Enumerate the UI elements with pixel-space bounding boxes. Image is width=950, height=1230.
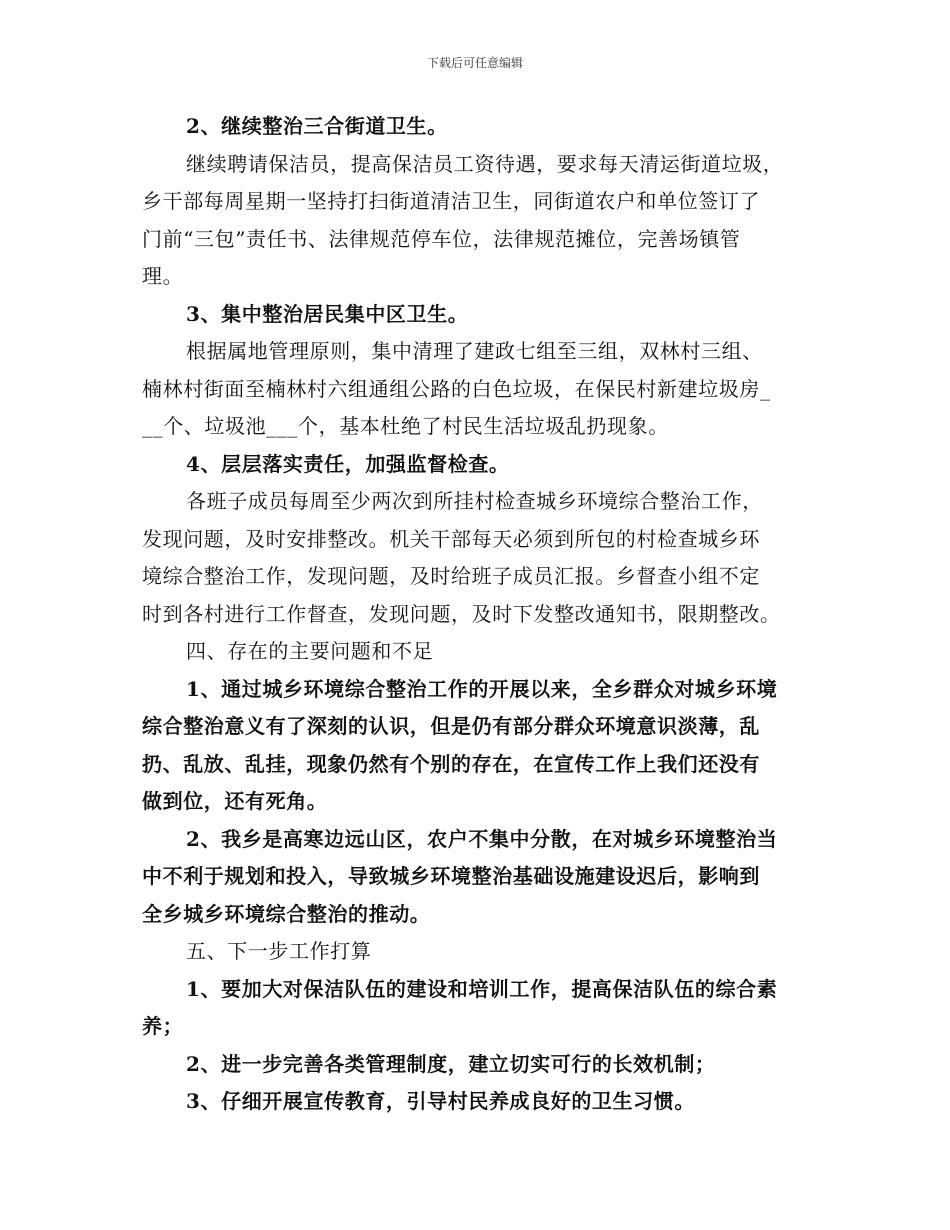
page-header-note: 下载后可任意编辑: [426, 56, 523, 70]
paragraph-line: 门前“三包”责任书、法律规范停车位，法律规范摊位，完善场镇管: [142, 226, 741, 251]
paragraph-line: 理。: [142, 264, 184, 288]
paragraph-line: 扔、乱放、乱挂，现象仍然有个别的存在，在宣传工作上我们还没有: [142, 751, 760, 776]
paragraph-line: 2、我乡是高寒边远山区，农户不集中分散，在对城乡环境整治当: [186, 826, 778, 851]
paragraph-line: 养；: [142, 1014, 184, 1038]
paragraph-line: 做到位，还有死角。: [142, 789, 328, 813]
document-body: [142, 108, 814, 1121]
paragraph-line: 1、通过城乡环境综合整治工作的开展以来，全乡群众对城乡环境: [186, 676, 778, 701]
paragraph-line: 全乡城乡环境综合整治的推动。: [142, 901, 431, 926]
paragraph-line: 继续聘请保洁员，提高保洁员工资待遇，要求每天清运街道垃圾，: [186, 151, 784, 176]
paragraph-line: 2、进一步完善各类管理制度，建立切实可行的长效机制；: [186, 1051, 716, 1076]
subheading-street-sanitation: 2、继续整治三合街道卫生。: [186, 114, 448, 138]
paragraph-line: __个、垃圾池___个，基本杜绝了村民生活垃圾乱扔现象。: [142, 414, 669, 438]
paragraph-line: 各班子成员每周至少两次到所挂村检查城乡环境综合整治工作，: [186, 489, 763, 513]
section-heading-problems: 四、存在的主要问题和不足: [186, 639, 434, 663]
paragraph-line: 3、仔细开展宣传教育，引导村民养成良好的卫生习惯。: [186, 1089, 695, 1113]
subheading-residential-sanitation: 3、集中整治居民集中区卫生。: [186, 301, 469, 326]
paragraph-line: 乡干部每周星期一坚持打扫街道清洁卫生，同街道农户和单位签订了: [142, 189, 760, 213]
subheading-responsibility: 4、层层落实责任，加强监督检查。: [186, 451, 510, 476]
paragraph-line: 发现问题，及时安排整改。机关干部每天必须到所包的村检查城乡环: [142, 526, 760, 551]
paragraph-line: 时到各村进行工作督查，发现问题，及时下发整改通知书，限期整改。: [142, 601, 781, 626]
paragraph-line: 境综合整治工作，发现问题，及时给班子成员汇报。乡督查小组不定: [142, 564, 760, 588]
paragraph-line: 1、要加大对保洁队伍的建设和培训工作，提高保洁队伍的综合素: [186, 976, 778, 1001]
paragraph-line: 根据属地管理原则，集中清理了建政七组至三组，双林村三组、: [186, 339, 763, 363]
paragraph-line: 综合整治意义有了深刻的认识，但是仍有部分群众环境意识淡薄，乱: [142, 714, 760, 738]
paragraph-line: 中不利于规划和投入，导致城乡环境整治基础设施建设迟后，影响到: [142, 864, 760, 888]
section-heading-next-steps: 五、下一步工作打算: [186, 939, 372, 963]
paragraph-line: 楠林村街面至楠林村六组通组公路的白色垃圾，在保民村新建垃圾房_: [142, 376, 771, 401]
